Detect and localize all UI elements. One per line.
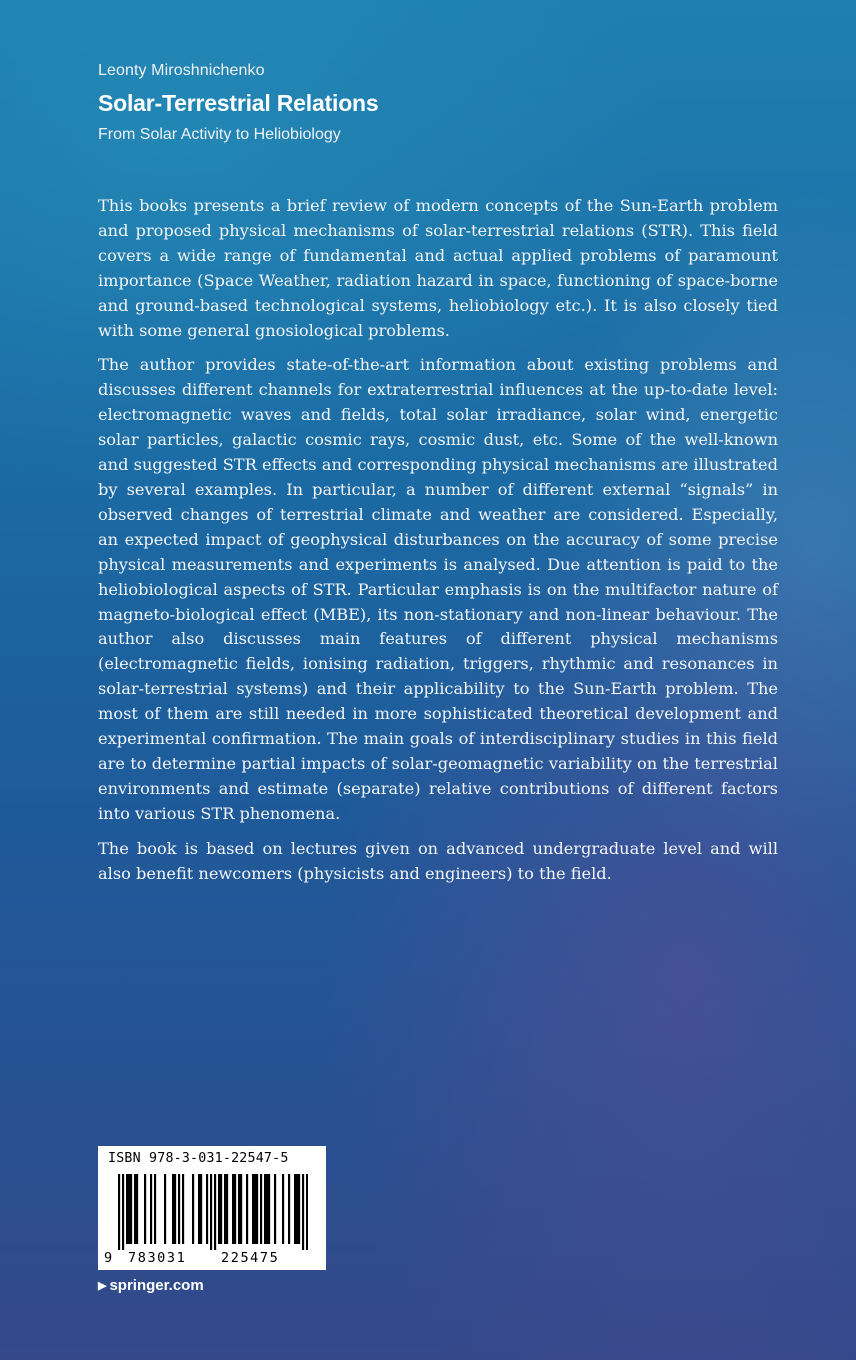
barcode-bar [266,1174,268,1244]
book-title: Solar-Terrestrial Relations [98,90,379,116]
barcode-bar [122,1174,124,1250]
barcode-bar [128,1174,130,1244]
barcode-bar [198,1174,200,1244]
arrow-icon: ▶ [98,1280,107,1292]
barcode-bar [154,1174,156,1244]
author-name: Leonty Miroshnichenko [98,62,265,79]
barcode-bar [294,1174,296,1244]
barcode-bar [164,1174,166,1244]
barcode-bar [234,1174,236,1244]
barcode-bar [254,1174,256,1244]
blurb-paragraph-3: The book is based on lectures given on advanced undergraduate level and will also benefit newcomers (physicists and engineers) to the field. [98,838,778,883]
barcode-bar [226,1174,228,1244]
barcode-bar [172,1174,174,1244]
barcode-bar [144,1174,146,1244]
barcode-bar [136,1174,138,1244]
publisher-link[interactable] [98,1277,204,1294]
barcode-bar [130,1174,132,1244]
barcode-bar [306,1174,308,1250]
barcode-bar [210,1174,212,1250]
barcode-bar [232,1174,234,1244]
blurb-paragraph-1: This books presents a brief review of modern concepts of the Sun-Earth problem and proposed physical mechanisms of solar-terrestrial relations (STR). This field covers a wide range of fundamental and actual applied problems of paramount importance (Space Weather, radiation hazard in space, functioning of space-borne and ground-based technological systems, heliobiology etc.). It is also closely tied with some general gnosiological problems. [98,196,778,340]
barcode-bar [178,1174,180,1244]
barcode-bar [252,1174,254,1244]
barcode-bar [282,1174,284,1244]
barcode-digits-group-2: 225475 [221,1250,280,1266]
barcode-bar [150,1174,152,1244]
blurb-paragraph-2: The author provides state-of-the-art information about existing problems and discusses different channels for extraterrestrial influences at the up-to-date level: electromagnetic waves and fields, total solar irradiance, solar wind, energetic solar particles, galactic cosmic rays, cosmic dust, etc. Some of the well-known and suggested STR effects and corresponding physical mechanisms are illustrated by several examples. In particular, a number of different external “signals” in observed changes of terrestrial climate and weather are considered. Especially, an expected impact of geophysical disturbances on the accuracy of some precise physical measurements and experiments is analysed. Due attention is paid to the heliobiological aspects of STR. Particular emphasis is on the multifactor nature of magneto-biological effect (MBE), its non-stationary and non-linear behaviour. The author also discusses main features of different physical mechanisms (electromagnetic fields, ionising radiation, triggers, rhythmic and resonances in solar-terrestrial systems) and their applicability to the Sun-Earth problem. The most of them are still needed in more sophisticated theoretical development and experimental confirmation. The main goals of interdisciplinary studies in this field are to determine partial impacts of solar-geomagnetic variability on the terrestrial environments and estimate (separate) relative contributions of different factors into various STR phenomena. [98,355,778,823]
barcode-bar [134,1174,136,1244]
barcode-bar [240,1174,242,1244]
barcode-bar [260,1174,262,1244]
barcode-bar [256,1174,258,1244]
barcode-bar [200,1174,202,1244]
barcode-bar [174,1174,176,1244]
book-subtitle: From Solar Activity to Heliobiology [98,126,341,143]
barcode-bar [220,1174,222,1244]
barcode-bar [288,1174,290,1244]
barcode-image [118,1174,308,1250]
barcode-bar [218,1174,220,1244]
barcode-bar [206,1174,208,1244]
barcode-bar [302,1174,304,1250]
barcode-bar [224,1174,226,1244]
barcode-box [98,1146,326,1270]
publisher-website: springer.com [109,1277,204,1294]
barcode-bar [298,1174,300,1244]
isbn-label: ISBN 978-3-031-22547-5 [108,1151,289,1166]
barcode-bar [126,1174,128,1244]
barcode-bar [264,1174,266,1244]
barcode-bar [182,1174,184,1244]
barcode-digit-lead: 9 [104,1250,113,1266]
barcode-bar [296,1174,298,1244]
barcode-bar [274,1174,276,1244]
barcode-bar [246,1174,248,1244]
barcode-bar [214,1174,216,1250]
barcode-bar [118,1174,120,1250]
barcode-digits-group-1: 783031 [128,1250,187,1266]
barcode-bar [268,1174,270,1244]
blurb [98,194,778,896]
barcode-bar [238,1174,240,1244]
barcode-bar [192,1174,194,1244]
